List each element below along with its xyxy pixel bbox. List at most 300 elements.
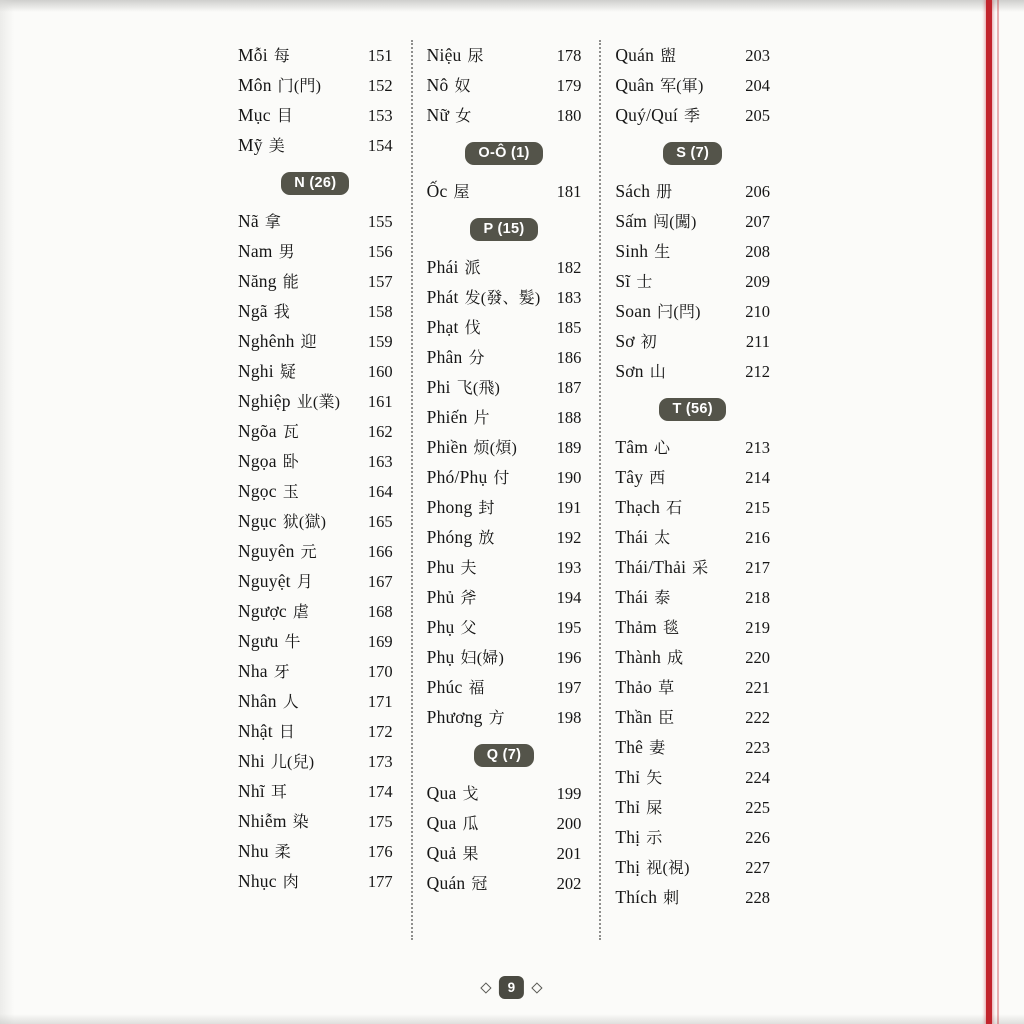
entry-page-number: 154 [367,136,393,155]
entry-hanzi: 女 [455,108,472,125]
entry-hanzi: 夫 [460,560,477,577]
index-entry [615,326,770,356]
index-entry [615,642,770,672]
entry-word [238,356,296,388]
entry-word [238,506,326,538]
index-entry [615,236,770,266]
entry-word [427,778,479,810]
index-entry [615,822,770,852]
entry-word [238,536,317,568]
index-entry [238,236,393,266]
entry-vietnamese: Ngưu [238,631,279,651]
index-entry [615,356,770,386]
entry-vietnamese: Nhi [238,751,265,771]
entry-page-number: 212 [745,362,771,381]
index-entry [238,686,393,716]
entry-word [238,836,291,868]
entry-hanzi: 拿 [264,214,282,231]
entry-word [238,40,290,72]
index-entry [238,130,393,160]
entry-word [615,792,662,824]
entry-word [427,582,477,614]
entry-hanzi: 士 [636,274,653,291]
entry-word [427,372,500,404]
index-entry [238,776,393,806]
index-entry [427,522,582,552]
page-number-badge: 9 [499,976,524,999]
entry-hanzi: 迎 [300,334,317,351]
entry-page-number: 208 [745,242,771,261]
index-entry [615,432,770,462]
entry-hanzi: 毯 [662,620,680,637]
entry-word [238,476,299,508]
entry-hanzi: 分 [468,350,485,367]
entry-word [238,446,299,478]
entry-hanzi: 生 [654,244,671,261]
entry-page-number: 157 [367,272,393,291]
index-entry [615,552,770,582]
entry-vietnamese: Phát [426,287,459,307]
entry-word [427,808,479,840]
entry-word [238,326,317,358]
entry-page-number: 189 [556,438,582,457]
index-entry [615,100,770,130]
entry-hanzi: 疑 [279,364,297,381]
entry-word [615,822,662,854]
entry-word [427,642,504,674]
entry-hanzi: 美 [268,138,285,155]
entry-page-number: 159 [367,332,393,351]
entry-vietnamese: Nô [426,75,449,95]
entry-page-number: 194 [556,588,582,607]
index-entry [615,522,770,552]
entry-hanzi: 耳 [270,784,288,801]
entry-page-number: 211 [745,332,771,351]
index-entry [427,342,582,372]
entry-page-number: 228 [745,888,771,907]
entry-vietnamese: Mỗi [238,45,268,65]
entry-hanzi: 业(業) [296,394,341,411]
index-entry [615,40,770,70]
entry-hanzi: 我 [273,304,290,321]
entry-vietnamese: Nã [238,211,259,231]
entry-word [238,206,281,238]
entry-word [615,462,665,494]
entry-word [238,566,313,598]
entry-page-number: 202 [556,874,582,893]
index-entry [427,808,582,838]
entry-page-number: 161 [367,392,393,411]
entry-word [615,762,662,794]
entry-page-number: 156 [367,242,393,261]
index-entry [615,462,770,492]
index-entry [427,252,582,282]
index-entry [427,402,582,432]
entry-hanzi: 烦(煩) [473,440,518,457]
index-entry [615,762,770,792]
entry-word [238,386,340,418]
entry-page-number: 195 [556,618,582,637]
entry-hanzi: 果 [462,846,479,863]
entry-word [615,672,674,704]
entry-vietnamese: Nhĩ [238,781,265,801]
entry-word [615,702,674,734]
index-entry [238,416,393,446]
entry-word [238,236,295,268]
entry-page-number: 198 [556,708,582,727]
entry-hanzi: 玉 [282,484,299,501]
entry-hanzi: 伐 [464,320,481,337]
index-entry [615,176,770,206]
entry-word [238,776,287,808]
index-entry [238,40,393,70]
entry-vietnamese: Ngược [238,601,287,621]
entry-word [427,70,471,102]
section-row [427,732,582,778]
entry-word [615,582,670,614]
entry-page-number: 175 [367,812,393,831]
entry-page-number: 172 [367,722,393,741]
entry-word [238,416,299,448]
entry-hanzi: 男 [278,244,295,261]
entry-page-number: 158 [367,302,393,321]
entry-vietnamese: Nguyệt [238,571,291,591]
index-entry [238,656,393,686]
page-footer [482,976,541,999]
entry-hanzi: 冠 [471,876,488,893]
index-entry [615,702,770,732]
entry-hanzi: 尿 [467,48,484,65]
entry-vietnamese: Phi [426,377,451,397]
entry-word [615,612,679,644]
index-entry [238,326,393,356]
entry-word [427,342,485,374]
entry-word [238,596,309,628]
entry-vietnamese: Quý/Quí [615,105,678,125]
book-spine-red-line-faint [997,0,999,1024]
entry-page-number: 155 [367,212,393,231]
entry-hanzi: 封 [478,500,495,517]
entry-word [615,432,670,464]
entry-hanzi: 心 [654,440,671,457]
entry-vietnamese: Thái [615,587,649,607]
index-entry [615,296,770,326]
entry-vietnamese: Mỹ [238,135,263,155]
entry-vietnamese: Tây [615,467,644,487]
index-entry [427,176,582,206]
entry-hanzi: 儿(兒) [270,754,315,771]
index-entry [427,492,582,522]
entry-page-number: 176 [367,842,393,861]
index-entry [427,672,582,702]
index-entry [427,372,582,402]
entry-vietnamese: Phụ [426,647,455,667]
entry-vietnamese: Năng [238,271,277,291]
index-entry [238,476,393,506]
entry-vietnamese: Tâm [615,437,649,457]
entry-vietnamese: Phiến [426,407,468,427]
entry-word [615,356,666,388]
index-entry [427,612,582,642]
entry-vietnamese: Sách [615,181,651,201]
index-entry [238,566,393,596]
entry-word [615,642,683,674]
index-entry [615,582,770,612]
index-entry [427,432,582,462]
entry-page-number: 216 [745,528,771,547]
entry-hanzi: 斧 [460,590,477,607]
index-entry [427,778,582,808]
entry-page-number: 209 [745,272,771,291]
section-row [238,160,393,206]
index-entry [427,282,582,312]
entry-page-number: 190 [556,468,582,487]
entry-vietnamese: Nhật [238,721,273,741]
entry-hanzi: 方 [488,710,505,727]
entry-vietnamese: Nhiễm [238,811,287,831]
entry-hanzi: 瓜 [462,816,479,833]
entry-vietnamese: Phân [426,347,463,367]
entry-word [427,402,490,434]
index-entry [238,356,393,386]
entry-page-number: 162 [367,422,393,441]
entry-word [615,852,689,884]
entry-vietnamese: Phụ [426,617,455,637]
entry-hanzi: 放 [478,530,495,547]
entry-word [427,462,510,494]
entry-word [238,70,321,102]
entry-word [427,552,477,584]
entry-page-number: 177 [367,872,393,891]
index-entry [238,866,393,896]
entry-hanzi: 盥 [660,48,677,65]
entry-word [427,868,488,900]
entry-hanzi: 视(視) [646,860,690,877]
entry-page-number: 151 [367,46,393,65]
entry-vietnamese: Quả [426,843,457,863]
entry-hanzi: 卧 [282,454,299,471]
index-column-2 [411,40,600,940]
entry-hanzi: 石 [666,500,683,517]
entry-word [427,702,505,734]
entry-hanzi: 人 [282,694,299,711]
entry-vietnamese: Nghi [238,361,274,381]
entry-hanzi: 目 [276,108,293,125]
entry-page-number: 199 [556,784,582,803]
entry-word [615,266,652,298]
entry-vietnamese: Phóng [426,527,473,547]
entry-vietnamese: Nguyên [238,541,295,561]
index-entry [427,462,582,492]
entry-page-number: 183 [556,288,582,307]
entry-page-number: 207 [745,212,771,231]
entry-page-number: 223 [745,738,771,757]
entry-vietnamese: Niệu [426,45,462,65]
entry-page-number: 217 [745,558,771,577]
entry-hanzi: 日 [278,724,296,741]
entry-page-number: 200 [556,814,582,833]
entry-word [615,522,670,554]
entry-page-number: 188 [556,408,582,427]
entry-hanzi: 父 [460,620,477,637]
entry-vietnamese: Môn [238,75,272,95]
entry-page-number: 203 [745,46,771,65]
entry-hanzi: 福 [468,680,485,697]
entry-vietnamese: Nhu [238,841,269,861]
entry-word [615,296,700,328]
entry-word [238,806,309,838]
entry-hanzi: 西 [649,470,666,487]
entry-hanzi: 能 [282,274,299,291]
entry-vietnamese: Mục [238,105,271,125]
entry-vietnamese: Thê [615,737,644,757]
entry-page-number: 210 [745,302,771,321]
entry-word [615,40,676,72]
index-entry [238,296,393,326]
entry-word [615,882,679,914]
entry-vietnamese: Sĩ [615,271,631,291]
footer-diamond-left-icon [480,982,491,993]
entry-vietnamese: Thỉ [615,767,641,787]
entry-hanzi: 染 [292,814,309,831]
entry-page-number: 192 [556,528,582,547]
entry-vietnamese: Ngã [238,301,268,321]
entry-page-number: 224 [745,768,771,787]
entry-word [615,100,700,132]
entry-page-number: 213 [745,438,771,457]
entry-vietnamese: Phái [426,257,459,277]
scan-bottom-edge [0,1014,1024,1024]
entry-vietnamese: Thần [615,707,653,727]
entry-vietnamese: Quán [615,45,655,65]
index-entry [238,596,393,626]
entry-page-number: 220 [745,648,771,667]
entry-word [615,70,703,102]
entry-hanzi: 牛 [284,634,301,651]
entry-page-number: 191 [556,498,582,517]
section-badge: Q (7) [474,744,535,767]
entry-hanzi: 飞(飛) [456,380,501,397]
book-spine-red-line [986,0,992,1024]
entry-page-number: 222 [745,708,771,727]
entry-word [238,130,285,162]
entry-word [615,326,657,358]
section-badge: T (56) [659,398,725,421]
index-entry [238,100,393,130]
entry-vietnamese: Nam [238,241,273,261]
entry-hanzi: 牙 [273,664,290,681]
entry-vietnamese: Quán [426,873,466,893]
entry-hanzi: 矢 [646,770,663,787]
index-entry [615,732,770,762]
entry-hanzi: 屋 [453,184,470,201]
index-entry [615,882,770,912]
index-columns [224,40,788,940]
entry-vietnamese: Thỉ [615,797,641,817]
index-entry [427,582,582,612]
entry-page-number: 201 [556,844,582,863]
entry-hanzi: 采 [692,560,709,577]
entry-page-number: 218 [745,588,771,607]
entry-hanzi: 成 [667,650,684,667]
index-entry [615,492,770,522]
index-entry [238,446,393,476]
entry-hanzi: 戈 [462,786,479,803]
entry-page-number: 168 [367,602,393,621]
entry-vietnamese: Nhục [238,871,277,891]
entry-word [427,522,495,554]
entry-hanzi: 月 [296,574,313,591]
entry-vietnamese: Phiền [426,437,468,457]
entry-word [427,252,481,284]
entry-word [427,282,541,314]
entry-word [427,838,479,870]
entry-word [238,296,290,328]
entry-word [615,552,708,584]
index-entry [427,40,582,70]
entry-hanzi: 示 [646,830,663,847]
entry-vietnamese: Nghiệp [238,391,291,411]
entry-hanzi: 妻 [649,740,666,757]
entry-word [427,492,495,524]
entry-hanzi: 虐 [292,604,310,621]
index-entry [427,552,582,582]
entry-page-number: 196 [556,648,582,667]
entry-word [427,432,517,464]
index-column-1 [224,40,411,940]
entry-vietnamese: Ngục [238,511,277,531]
index-entry [427,702,582,732]
entry-word [615,492,682,524]
entry-word [238,866,299,898]
entry-page-number: 215 [745,498,771,517]
entry-hanzi: 太 [654,530,671,547]
entry-page-number: 221 [745,678,771,697]
index-entry [615,70,770,100]
section-badge: P (15) [470,218,537,241]
entry-page-number: 227 [745,858,771,877]
index-entry [615,672,770,702]
entry-word [615,732,665,764]
entry-word [427,176,470,208]
entry-word [238,100,293,132]
entry-vietnamese: Phó/Phụ [426,467,488,487]
entry-page-number: 160 [367,362,393,381]
entry-vietnamese: Qua [426,783,457,803]
footer-diamond-right-icon [531,982,542,993]
entry-vietnamese: Nha [238,661,268,681]
entry-vietnamese: Sinh [615,241,649,261]
entry-vietnamese: Ngõa [238,421,277,441]
index-entry [427,642,582,672]
entry-page-number: 153 [367,106,393,125]
entry-page-number: 163 [367,452,393,471]
entry-vietnamese: Thành [615,647,662,667]
entry-page-number: 182 [556,258,582,277]
entry-word [238,716,295,748]
entry-page-number: 219 [745,618,771,637]
entry-hanzi: 狱(獄) [282,514,327,531]
entry-vietnamese: Ngọc [238,481,277,501]
entry-hanzi: 泰 [654,590,671,607]
index-entry [427,868,582,898]
entry-page-number: 166 [367,542,393,561]
entry-word [427,100,472,132]
entry-page-number: 185 [556,318,582,337]
index-entry [615,612,770,642]
entry-page-number: 186 [556,348,582,367]
entry-vietnamese: Thảm [615,617,657,637]
